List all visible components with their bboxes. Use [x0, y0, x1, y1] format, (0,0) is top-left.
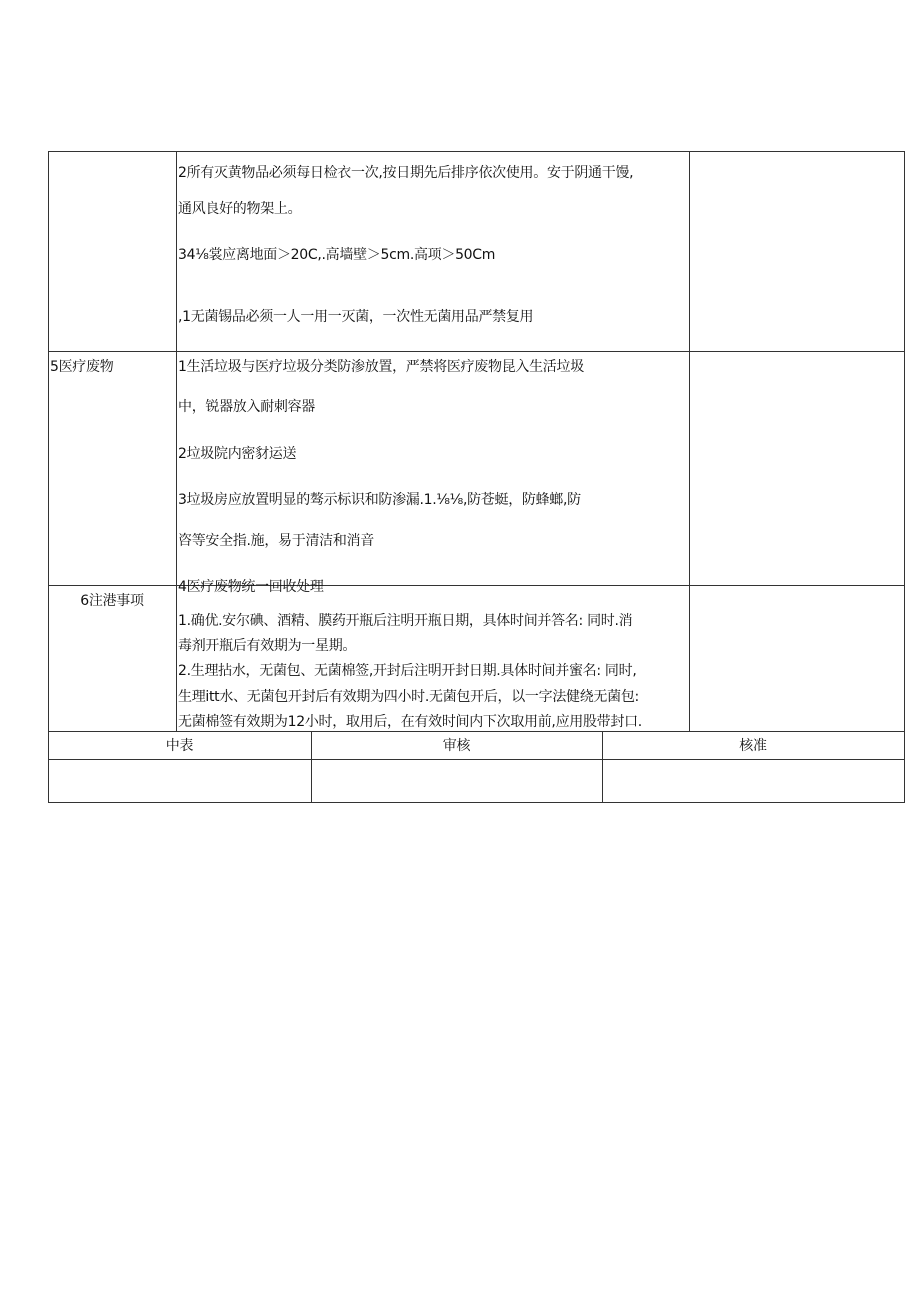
row3-line-5: 无菌棉签有效期为12小时，取用后，在有效时间内下次取用前,应用股带封口.	[178, 714, 642, 730]
row2-line-4: 3垃圾房应放置明显的骜示标识和防渗漏.1.⅛⅛,防苍蜓，防蜂螂,防	[178, 492, 581, 508]
row2-line-2: 中，锐器放入耐刺容器	[178, 399, 315, 415]
footer-label-prepared: 中表	[165, 738, 194, 754]
row2-clipped-line-wrap	[178, 574, 683, 595]
row1-line-3: 34⅛裳应离地面＞20C,.高墙壁＞5cm.高项＞50Cm	[178, 247, 496, 263]
table-left-border	[48, 151, 49, 803]
row3-line-4: 生理itt水、无菌包开封后有效期为四小时.无菌包开后，以一字法健绕无菌包:	[178, 689, 639, 705]
footer-mid-border	[48, 759, 905, 760]
footer-value-reviewed[interactable]	[317, 772, 597, 790]
row1-line-2: 通风良好的物架上。	[178, 201, 302, 217]
row3-line-2: 毒剂开瓶后有效期为一星期。	[178, 638, 357, 654]
row3-line-1: 1.确优.安尔碘、酒精、膜药开瓶后注明开瓶日期，具体时间并答名: 同时.消	[178, 613, 633, 629]
table-bottom-border	[48, 802, 905, 803]
row1-line-1: 2所有灭黄物品必须每日检衣一次,按日期先后排序依次使用。安于阴通干馒,	[178, 165, 634, 181]
row2-line-5: 咨等安全指.施，易于清洁和消音	[178, 533, 374, 549]
footer-label-approved: 核准	[739, 738, 767, 754]
table-right-border	[904, 151, 905, 803]
row2-label: 5医疗废物	[50, 359, 114, 375]
footer-value-approved[interactable]	[608, 772, 898, 790]
footer-value-prepared[interactable]	[54, 772, 304, 790]
row3-label: 6注港事项	[80, 593, 144, 609]
row3-line-3: 2.生理拈水，无菌包、无菌棉签,开封后注明开封日期.具体时间并蜜名: 同时,	[178, 663, 637, 679]
footer-top-border	[48, 731, 905, 732]
content-column-divider	[689, 151, 690, 731]
footer-label-reviewed: 审核	[442, 738, 471, 754]
row2-line-1: 1生活垃圾与医疗垃圾分类防渗放置，严禁将医疗废物昆入生活垃圾	[178, 359, 584, 375]
row2-line-6: 4医疗废物统一回收处理	[178, 579, 324, 595]
row1-line-4: ,1无菌锡品必须一人一用一灭菌，一次性无菌用品严禁复用	[178, 309, 534, 325]
label-column-divider	[176, 151, 177, 731]
row2-line-3: 2垃圾院内密豺运送	[178, 446, 297, 462]
